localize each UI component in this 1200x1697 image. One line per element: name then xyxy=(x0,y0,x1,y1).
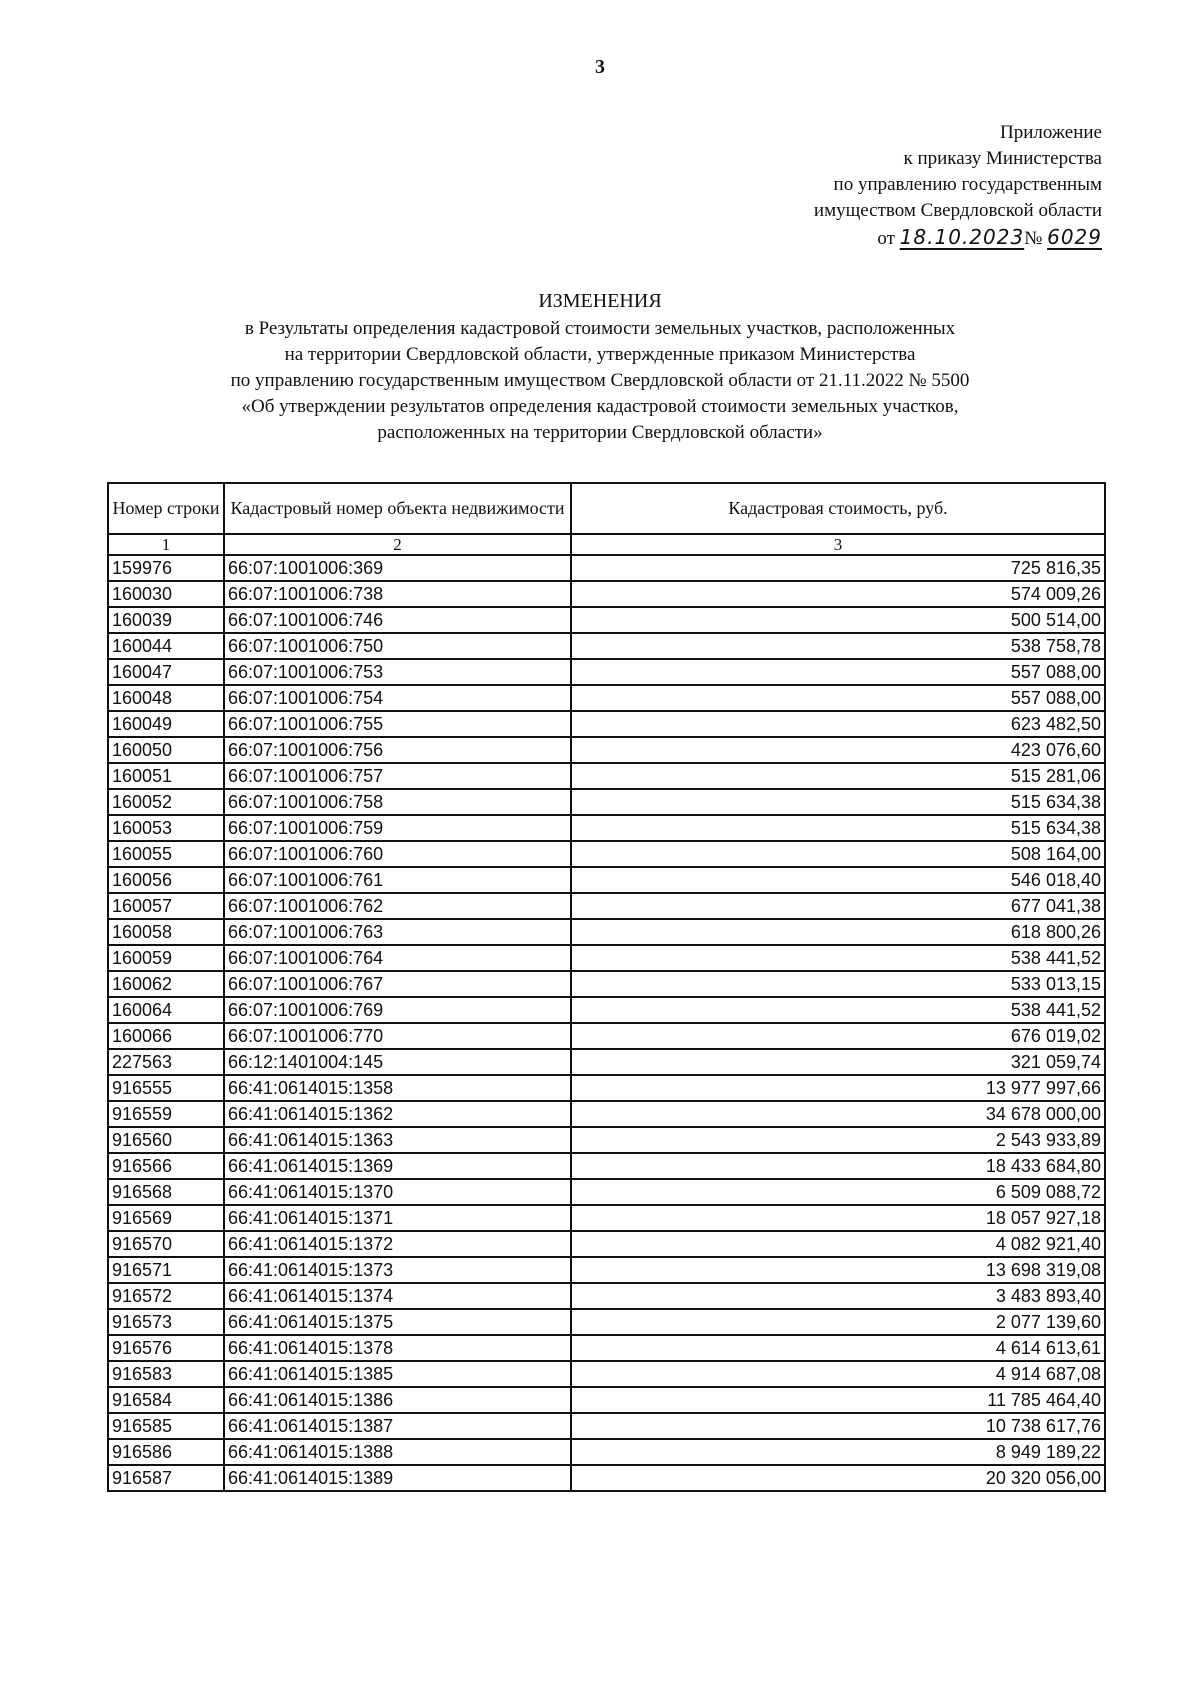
row-number-cell: 916572 xyxy=(108,1283,224,1309)
cadastral-number-cell: 66:41:0614015:1387 xyxy=(224,1413,571,1439)
table-row xyxy=(108,711,1105,737)
cadastral-value-cell: 557 088,00 xyxy=(571,659,1105,685)
table-row xyxy=(108,633,1105,659)
title-line-2: на территории Свердловской области, утвержденные приказом Министерства xyxy=(284,344,916,365)
table-row xyxy=(108,1309,1105,1335)
cadastral-number-cell: 66:41:0614015:1358 xyxy=(224,1075,571,1101)
cadastral-value-cell: 508 164,00 xyxy=(571,841,1105,867)
cadastral-number-cell: 66:07:1001006:738 xyxy=(224,581,571,607)
table-row xyxy=(108,1127,1105,1153)
table-row xyxy=(108,737,1105,763)
row-number-cell: 160056 xyxy=(108,867,224,893)
table-row xyxy=(108,1257,1105,1283)
cadastral-number-cell: 66:41:0614015:1375 xyxy=(224,1309,571,1335)
cadastral-table xyxy=(107,482,1106,1492)
order-date: 18.10.2023 xyxy=(899,225,1025,249)
cadastral-number-cell: 66:41:0614015:1386 xyxy=(224,1387,571,1413)
cadastral-number-cell: 66:41:0614015:1371 xyxy=(224,1205,571,1231)
table-row xyxy=(108,971,1105,997)
table-row xyxy=(108,581,1105,607)
cadastral-value-cell: 500 514,00 xyxy=(571,607,1105,633)
table-row xyxy=(108,841,1105,867)
table-row xyxy=(108,1413,1105,1439)
table-row xyxy=(108,1231,1105,1257)
cadastral-value-cell: 11 785 464,40 xyxy=(571,1387,1105,1413)
row-number-cell: 160066 xyxy=(108,1023,224,1049)
row-number-cell: 916559 xyxy=(108,1101,224,1127)
table-row xyxy=(108,867,1105,893)
table-row xyxy=(108,1101,1105,1127)
table-body xyxy=(108,555,1105,1491)
cadastral-number-cell: 66:07:1001006:769 xyxy=(224,997,571,1023)
row-number-cell: 916560 xyxy=(108,1127,224,1153)
cadastral-value-cell: 10 738 617,76 xyxy=(571,1413,1105,1439)
cadastral-value-cell: 538 441,52 xyxy=(571,997,1105,1023)
cadastral-value-cell: 515 634,38 xyxy=(571,789,1105,815)
table-row xyxy=(108,1387,1105,1413)
cadastral-value-cell: 321 059,74 xyxy=(571,1049,1105,1075)
cadastral-number-cell: 66:41:0614015:1373 xyxy=(224,1257,571,1283)
appendix-line-2: к приказу Министерства xyxy=(903,148,1102,169)
cadastral-number-cell: 66:41:0614015:1389 xyxy=(224,1465,571,1491)
cadastral-number-cell: 66:41:0614015:1370 xyxy=(224,1179,571,1205)
appendix-block xyxy=(814,120,1102,252)
cadastral-number-cell: 66:41:0614015:1362 xyxy=(224,1101,571,1127)
cadastral-value-cell: 18 433 684,80 xyxy=(571,1153,1105,1179)
cadastral-value-cell: 6 509 088,72 xyxy=(571,1179,1105,1205)
date-prefix: от xyxy=(877,228,895,249)
cadastral-number-cell: 66:07:1001006:369 xyxy=(224,555,571,581)
table-row xyxy=(108,919,1105,945)
table-row xyxy=(108,1361,1105,1387)
row-number-cell: 916587 xyxy=(108,1465,224,1491)
cadastral-value-cell: 423 076,60 xyxy=(571,737,1105,763)
column-number-row xyxy=(108,534,1105,555)
row-number-cell: 916568 xyxy=(108,1179,224,1205)
cadastral-number-cell: 66:07:1001006:757 xyxy=(224,763,571,789)
table-row xyxy=(108,659,1105,685)
cadastral-number-cell: 66:07:1001006:759 xyxy=(224,815,571,841)
table-row xyxy=(108,893,1105,919)
row-number-cell: 916570 xyxy=(108,1231,224,1257)
table-row xyxy=(108,685,1105,711)
header-row-number: Номер строки xyxy=(108,483,224,534)
row-number-cell: 160062 xyxy=(108,971,224,997)
column-number-2: 2 xyxy=(224,534,571,555)
row-number-cell: 916576 xyxy=(108,1335,224,1361)
row-number-cell: 916585 xyxy=(108,1413,224,1439)
table-row xyxy=(108,1023,1105,1049)
cadastral-number-cell: 66:07:1001006:760 xyxy=(224,841,571,867)
title-line-1: в Результаты определения кадастровой стоимости земельных участков, расположенных xyxy=(244,318,956,339)
cadastral-number-cell: 66:07:1001006:761 xyxy=(224,867,571,893)
table-row xyxy=(108,1153,1105,1179)
cadastral-value-cell: 13 698 319,08 xyxy=(571,1257,1105,1283)
cadastral-value-cell: 8 949 189,22 xyxy=(571,1439,1105,1465)
document-title-block xyxy=(0,288,1200,446)
column-number-3: 3 xyxy=(571,534,1105,555)
cadastral-value-cell: 538 441,52 xyxy=(571,945,1105,971)
row-number-cell: 160044 xyxy=(108,633,224,659)
table-row xyxy=(108,1465,1105,1491)
order-number: 6029 xyxy=(1047,225,1102,249)
table-header-row xyxy=(108,483,1105,534)
cadastral-value-cell: 546 018,40 xyxy=(571,867,1105,893)
cadastral-value-cell: 2 077 139,60 xyxy=(571,1309,1105,1335)
row-number-cell: 916584 xyxy=(108,1387,224,1413)
cadastral-number-cell: 66:07:1001006:746 xyxy=(224,607,571,633)
document-heading: ИЗМЕНЕНИЯ xyxy=(538,290,662,312)
cadastral-value-cell: 538 758,78 xyxy=(571,633,1105,659)
cadastral-value-cell: 4 614 613,61 xyxy=(571,1335,1105,1361)
title-line-4: «Об утверждении результатов определения кадастровой стоимости земельных участков, xyxy=(241,396,959,417)
cadastral-number-cell: 66:07:1001006:763 xyxy=(224,919,571,945)
cadastral-number-cell: 66:07:1001006:755 xyxy=(224,711,571,737)
order-date-line xyxy=(814,224,1102,252)
row-number-cell: 160057 xyxy=(108,893,224,919)
cadastral-value-cell: 20 320 056,00 xyxy=(571,1465,1105,1491)
header-cadastral-value: Кадастровая стоимость, руб. xyxy=(571,483,1105,534)
cadastral-value-cell: 677 041,38 xyxy=(571,893,1105,919)
table-row xyxy=(108,1205,1105,1231)
cadastral-number-cell: 66:07:1001006:767 xyxy=(224,971,571,997)
table-row xyxy=(108,997,1105,1023)
row-number-cell: 160048 xyxy=(108,685,224,711)
cadastral-number-cell: 66:07:1001006:758 xyxy=(224,789,571,815)
cadastral-value-cell: 3 483 893,40 xyxy=(571,1283,1105,1309)
number-prefix: № xyxy=(1024,228,1043,249)
row-number-cell: 160058 xyxy=(108,919,224,945)
cadastral-number-cell: 66:41:0614015:1369 xyxy=(224,1153,571,1179)
cadastral-number-cell: 66:07:1001006:753 xyxy=(224,659,571,685)
table-row xyxy=(108,607,1105,633)
cadastral-value-cell: 18 057 927,18 xyxy=(571,1205,1105,1231)
cadastral-number-cell: 66:41:0614015:1378 xyxy=(224,1335,571,1361)
appendix-line-4: имуществом Свердловской области xyxy=(813,200,1102,221)
column-number-1: 1 xyxy=(108,534,224,555)
title-line-5: расположенных на территории Свердловской области» xyxy=(377,422,823,443)
table-row xyxy=(108,815,1105,841)
cadastral-value-cell: 533 013,15 xyxy=(571,971,1105,997)
cadastral-value-cell: 725 816,35 xyxy=(571,555,1105,581)
cadastral-value-cell: 557 088,00 xyxy=(571,685,1105,711)
row-number-cell: 916566 xyxy=(108,1153,224,1179)
cadastral-value-cell: 2 543 933,89 xyxy=(571,1127,1105,1153)
cadastral-number-cell: 66:07:1001006:770 xyxy=(224,1023,571,1049)
cadastral-value-cell: 515 634,38 xyxy=(571,815,1105,841)
cadastral-value-cell: 4 914 687,08 xyxy=(571,1361,1105,1387)
row-number-cell: 160059 xyxy=(108,945,224,971)
row-number-cell: 159976 xyxy=(108,555,224,581)
cadastral-number-cell: 66:12:1401004:145 xyxy=(224,1049,571,1075)
row-number-cell: 160051 xyxy=(108,763,224,789)
row-number-cell: 160052 xyxy=(108,789,224,815)
table-row xyxy=(108,1439,1105,1465)
cadastral-number-cell: 66:07:1001006:756 xyxy=(224,737,571,763)
row-number-cell: 160053 xyxy=(108,815,224,841)
header-cadastral-number: Кадастровый номер объекта недвижимости xyxy=(224,483,571,534)
title-line-3: по управлению государственным имуществом Свердловской области от 21.11.2022 № 5500 xyxy=(230,370,970,391)
row-number-cell: 916555 xyxy=(108,1075,224,1101)
table-row xyxy=(108,1179,1105,1205)
row-number-cell: 160047 xyxy=(108,659,224,685)
cadastral-value-cell: 515 281,06 xyxy=(571,763,1105,789)
table-row xyxy=(108,555,1105,581)
row-number-cell: 916583 xyxy=(108,1361,224,1387)
table-row xyxy=(108,763,1105,789)
cadastral-value-cell: 13 977 997,66 xyxy=(571,1075,1105,1101)
row-number-cell: 160049 xyxy=(108,711,224,737)
cadastral-number-cell: 66:41:0614015:1372 xyxy=(224,1231,571,1257)
cadastral-number-cell: 66:41:0614015:1374 xyxy=(224,1283,571,1309)
cadastral-value-cell: 574 009,26 xyxy=(571,581,1105,607)
cadastral-number-cell: 66:41:0614015:1388 xyxy=(224,1439,571,1465)
row-number-cell: 916586 xyxy=(108,1439,224,1465)
cadastral-number-cell: 66:07:1001006:750 xyxy=(224,633,571,659)
cadastral-number-cell: 66:41:0614015:1363 xyxy=(224,1127,571,1153)
table-row xyxy=(108,1075,1105,1101)
table-row xyxy=(108,1049,1105,1075)
page-number: 3 xyxy=(595,56,605,78)
row-number-cell: 916571 xyxy=(108,1257,224,1283)
appendix-line-1: Приложение xyxy=(1000,122,1102,143)
row-number-cell: 160030 xyxy=(108,581,224,607)
table-row xyxy=(108,789,1105,815)
row-number-cell: 160039 xyxy=(108,607,224,633)
table-row xyxy=(108,945,1105,971)
cadastral-value-cell: 618 800,26 xyxy=(571,919,1105,945)
cadastral-value-cell: 34 678 000,00 xyxy=(571,1101,1105,1127)
row-number-cell: 160064 xyxy=(108,997,224,1023)
cadastral-number-cell: 66:07:1001006:764 xyxy=(224,945,571,971)
appendix-line-3: по управлению государственным xyxy=(833,174,1102,195)
row-number-cell: 227563 xyxy=(108,1049,224,1075)
cadastral-value-cell: 623 482,50 xyxy=(571,711,1105,737)
cadastral-value-cell: 676 019,02 xyxy=(571,1023,1105,1049)
row-number-cell: 160055 xyxy=(108,841,224,867)
cadastral-value-cell: 4 082 921,40 xyxy=(571,1231,1105,1257)
row-number-cell: 916569 xyxy=(108,1205,224,1231)
cadastral-number-cell: 66:07:1001006:754 xyxy=(224,685,571,711)
row-number-cell: 916573 xyxy=(108,1309,224,1335)
cadastral-number-cell: 66:07:1001006:762 xyxy=(224,893,571,919)
table-row xyxy=(108,1283,1105,1309)
cadastral-number-cell: 66:41:0614015:1385 xyxy=(224,1361,571,1387)
row-number-cell: 160050 xyxy=(108,737,224,763)
table-row xyxy=(108,1335,1105,1361)
